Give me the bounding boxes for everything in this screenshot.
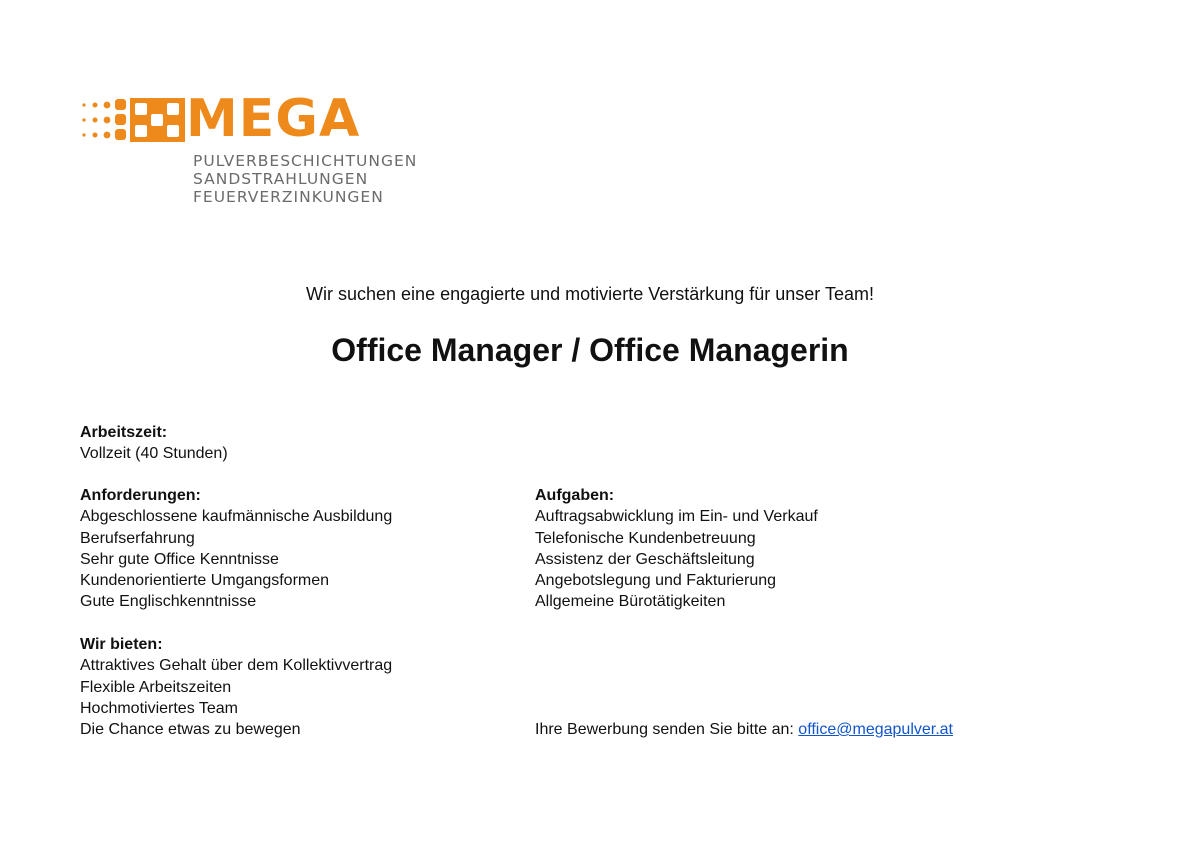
- list-item: Hochmotiviertes Team: [80, 699, 238, 717]
- logo-tagline-line: FEUERVERZINKUNGEN: [193, 188, 384, 206]
- list-item: Die Chance etwas zu bewegen: [80, 721, 301, 739]
- company-logo: [80, 89, 460, 218]
- section-anforderungen: [80, 485, 392, 613]
- email-link[interactable]: office@megapulver.at: [798, 721, 953, 738]
- logo-tagline-line: PULVERBESCHICHTUNGEN: [193, 152, 418, 170]
- list-item: Sehr gute Office Kenntnisse: [80, 550, 279, 568]
- list-item: Auftragsabwicklung im Ein- und Verkauf: [535, 508, 818, 526]
- job-title: Office Manager / Office Managerin: [331, 332, 849, 368]
- logo-wordmark: MEGA: [186, 89, 361, 149]
- application-note: [535, 719, 953, 740]
- list-item: Flexible Arbeitszeiten: [80, 678, 232, 696]
- list-item: Attraktives Gehalt über dem Kollektivvertrag: [80, 657, 393, 675]
- section-wir-bieten: [80, 634, 392, 740]
- logo-tagline: [193, 152, 417, 206]
- section-heading: Arbeitszeit:: [80, 424, 168, 441]
- section-aufgaben: [535, 485, 818, 613]
- logo-dot-pattern-icon: [80, 98, 190, 143]
- section-arbeitszeit: [80, 422, 228, 465]
- section-heading: Anforderungen:: [80, 487, 201, 504]
- list-item: Abgeschlossene kaufmännische Ausbildung: [80, 508, 393, 526]
- list-item: Gute Englischkenntnisse: [80, 593, 257, 611]
- list-item: Kundenorientierte Umgangsformen: [80, 572, 330, 590]
- list-item: Angebotslegung und Fakturierung: [535, 572, 777, 590]
- list-item: Allgemeine Bürotätigkeiten: [535, 593, 726, 611]
- list-item: Assistenz der Geschäftsleitung: [535, 550, 755, 568]
- section-heading: Aufgaben:: [535, 487, 615, 504]
- list-item: Telefonische Kundenbetreuung: [535, 529, 756, 547]
- intro-text: Wir suchen eine engagierte und motivierte Verstärkung für unser Team!: [306, 284, 874, 304]
- list-item: Berufserfahrung: [80, 529, 195, 547]
- section-heading: Wir bieten:: [80, 636, 163, 653]
- logo-tagline-line: SANDSTRAHLUNGEN: [193, 170, 369, 188]
- application-text: Ihre Bewerbung senden Sie bitte an:: [535, 721, 799, 738]
- list-item: Vollzeit (40 Stunden): [80, 445, 228, 463]
